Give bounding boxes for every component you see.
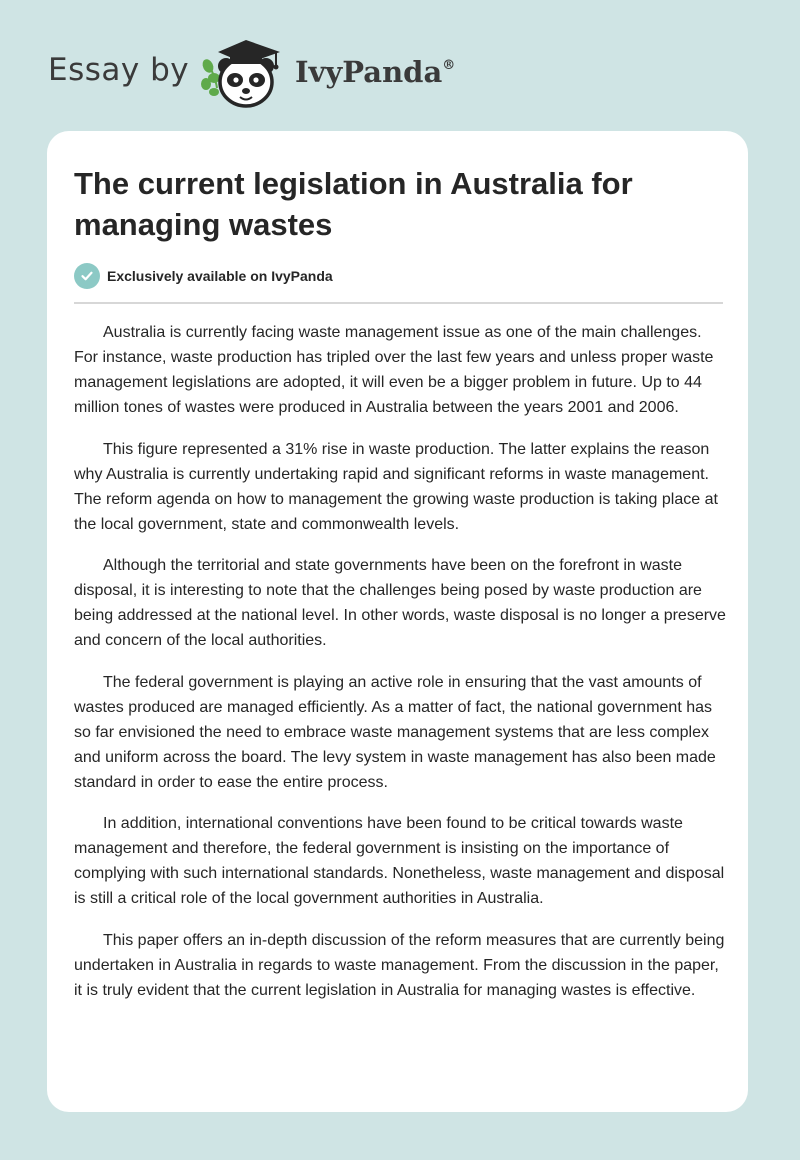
check-circle-icon — [74, 263, 100, 289]
paragraph: This figure represented a 31% rise in waste production. The latter explains the reason why Australia is currently undertaking rapid and significant reforms in waste management. The reform agenda on how to management the growing waste production is taking place at the local government, state and commonwealth levels. — [74, 440, 718, 533]
exclusive-badge — [74, 262, 333, 290]
essay-title: The current legislation in Australia for managing wastes — [74, 166, 633, 242]
paragraph: The federal government is playing an active role in ensuring that the vast amounts of wastes produced are managed efficiently. As a matter of fact, the national government has so far envisioned the need to embrace waste management systems that are less complex and uniform across the board. The levy system in waste management has also been made standard in order to ease the entire process. — [74, 673, 716, 791]
brand-name — [295, 55, 455, 89]
essay-card — [47, 131, 748, 1112]
paragraph: Although the territorial and state governments have been on the forefront in waste disposal, it is interesting to note that the challenges being posed by waste production are being addressed at the national level. In other words, waste disposal is no longer a preserve and concern of the local authorities. — [74, 557, 726, 649]
brand-name-text: IvyPanda — [295, 55, 443, 89]
exclusive-badge-text: Exclusively available on IvyPanda — [107, 268, 333, 284]
paragraph: This paper offers an in-depth discussion of the reform measures that are currently being undertaken in Australia in regards to waste management. From the discussion in the paper, it is truly evident that the current legislation in Australia for managing wastes is effective. — [74, 931, 725, 999]
paragraph: In addition, international conventions have been found to be critical towards waste management and therefore, the federal government is insisting on the importance of complying with such international standards. Nonetheless, waste management and disposal is still a critical role of the local government authorities in Australia. — [74, 815, 725, 907]
panda-graduate-icon — [200, 36, 296, 110]
essay-body — [74, 320, 726, 1019]
brand-prefix: Essay by — [48, 52, 190, 88]
registered-mark: ® — [442, 58, 456, 74]
paragraph: Australia is currently facing waste management issue as one of the main challenges. For instance, waste production has tripled over the last few years and unless proper waste management legislations are adopted, it will even be a bigger problem in future. Up to 44 million tones of wastes were produced in Australia between the years 2001 and 2006. — [74, 324, 714, 416]
title-divider — [74, 302, 723, 304]
site-brand[interactable] — [48, 36, 468, 110]
